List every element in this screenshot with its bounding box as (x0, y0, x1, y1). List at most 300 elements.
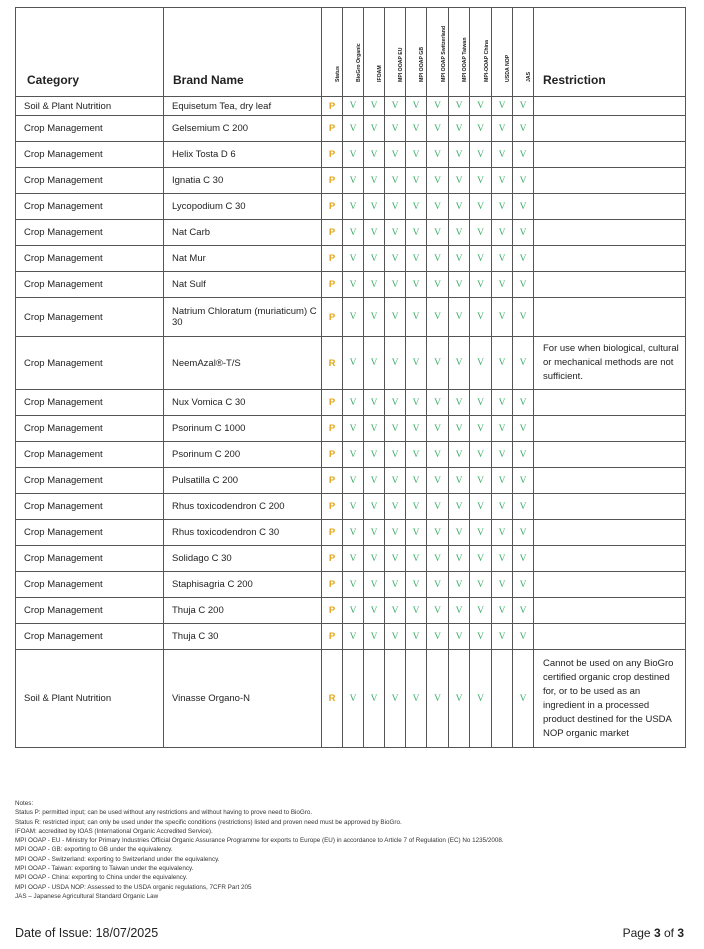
cert-mark-cell: V (427, 572, 449, 598)
table-row (16, 97, 686, 116)
cert-mark-cell: V (343, 442, 364, 468)
brand-cell: Nat Sulf (164, 272, 322, 298)
cert-mark-cell: V (492, 194, 513, 220)
cert-mark-cell: V (492, 494, 513, 520)
cert-mark-cell: V (385, 194, 406, 220)
cert-mark-cell: V (406, 97, 427, 116)
table-row (16, 168, 686, 194)
brand-cell: Gelsemium C 200 (164, 116, 322, 142)
page-of: of (660, 926, 678, 940)
cert-mark-cell: V (492, 624, 513, 650)
restriction-cell (534, 246, 686, 272)
brand-cell: Thuja C 200 (164, 598, 322, 624)
cert-mark-cell: V (406, 194, 427, 220)
cert-mark-cell: V (364, 246, 385, 272)
restriction-cell (534, 272, 686, 298)
cert-mark-cell: V (406, 494, 427, 520)
note-line: MPI OOAP - Switzerland: exporting to Switzerland under the equivalency. (15, 855, 220, 863)
cert-mark-cell: V (364, 337, 385, 390)
brand-cell: Ignatia C 30 (164, 168, 322, 194)
cert-mark-cell: V (385, 442, 406, 468)
status-cell: P (322, 624, 343, 650)
cert-mark-cell: V (385, 494, 406, 520)
category-cell: Crop Management (16, 194, 164, 220)
table-row (16, 298, 686, 337)
cert-mark-cell: V (427, 650, 449, 748)
cert-mark-cell: V (513, 572, 534, 598)
table-row (16, 220, 686, 246)
cert-mark-cell: V (449, 194, 470, 220)
cert-mark-cell: V (470, 390, 492, 416)
cert-mark-cell: V (406, 572, 427, 598)
cert-mark-cell: V (470, 546, 492, 572)
cert-mark-cell: V (406, 337, 427, 390)
table-row (16, 194, 686, 220)
restriction-cell (534, 116, 686, 142)
cert-mark-cell: V (406, 546, 427, 572)
cert-mark-cell: V (364, 494, 385, 520)
cert-mark-cell: V (470, 298, 492, 337)
category-cell: Crop Management (16, 298, 164, 337)
cert-mark-cell: V (513, 624, 534, 650)
cert-mark-cell: V (449, 272, 470, 298)
cert-mark-cell: V (492, 442, 513, 468)
brand-cell: Natrium Chloratum (muriaticum) C 30 (164, 298, 322, 337)
cert-mark-cell: V (449, 572, 470, 598)
header-cert: MPI OOAP Switzerland (427, 8, 449, 97)
table-row (16, 116, 686, 142)
category-cell: Crop Management (16, 390, 164, 416)
cert-mark-cell: V (364, 194, 385, 220)
table-row (16, 142, 686, 168)
restriction-cell (534, 520, 686, 546)
table-row (16, 650, 686, 748)
status-cell: P (322, 272, 343, 298)
cert-mark-cell (492, 650, 513, 748)
cert-mark-cell: V (449, 97, 470, 116)
cert-mark-cell: V (427, 337, 449, 390)
brand-cell: Staphisagria C 200 (164, 572, 322, 598)
brand-cell: Nat Carb (164, 220, 322, 246)
status-cell: R (322, 337, 343, 390)
category-cell: Crop Management (16, 624, 164, 650)
category-cell: Crop Management (16, 546, 164, 572)
cert-mark-cell: V (343, 220, 364, 246)
status-cell: P (322, 442, 343, 468)
brand-cell: NeemAzal®-T/S (164, 337, 322, 390)
cert-mark-cell: V (343, 97, 364, 116)
cert-mark-cell: V (513, 246, 534, 272)
cert-mark-cell: V (406, 598, 427, 624)
cert-mark-cell: V (449, 116, 470, 142)
category-cell: Crop Management (16, 116, 164, 142)
status-cell: P (322, 168, 343, 194)
cert-mark-cell: V (343, 416, 364, 442)
cert-mark-cell: V (427, 142, 449, 168)
restriction-cell (534, 468, 686, 494)
cert-mark-cell: V (427, 272, 449, 298)
category-cell: Crop Management (16, 520, 164, 546)
cert-mark-cell: V (406, 416, 427, 442)
cert-mark-cell: V (513, 546, 534, 572)
cert-mark-cell: V (406, 390, 427, 416)
cert-mark-cell: V (513, 337, 534, 390)
cert-mark-cell: V (492, 298, 513, 337)
cert-mark-cell: V (513, 220, 534, 246)
restriction-cell (534, 298, 686, 337)
cert-mark-cell: V (364, 116, 385, 142)
page-number (623, 926, 684, 940)
cert-mark-cell: V (449, 337, 470, 390)
cert-mark-cell: V (449, 246, 470, 272)
cert-mark-cell: V (513, 272, 534, 298)
brand-cell: Solidago C 30 (164, 546, 322, 572)
category-cell: Crop Management (16, 337, 164, 390)
note-line: Status R: restricted input; can only be used under the specific conditions (restrictions) listed and proven need must be approved by BioGro. (15, 818, 402, 826)
cert-mark-cell: V (364, 168, 385, 194)
status-cell: P (322, 598, 343, 624)
restriction-cell (534, 624, 686, 650)
table-row (16, 442, 686, 468)
cert-mark-cell: V (406, 442, 427, 468)
header-cert: JAS (513, 8, 534, 97)
cert-mark-cell: V (427, 624, 449, 650)
category-cell: Soil & Plant Nutrition (16, 650, 164, 748)
cert-mark-cell: V (513, 442, 534, 468)
cert-mark-cell: V (449, 298, 470, 337)
table-row (16, 546, 686, 572)
cert-mark-cell: V (470, 598, 492, 624)
cert-mark-cell: V (513, 116, 534, 142)
cert-mark-cell: V (343, 572, 364, 598)
cert-mark-cell: V (364, 468, 385, 494)
header-brand: Brand Name (164, 8, 322, 97)
cert-mark-cell: V (406, 298, 427, 337)
cert-mark-cell: V (492, 546, 513, 572)
brand-cell: Thuja C 30 (164, 624, 322, 650)
category-cell: Crop Management (16, 168, 164, 194)
cert-mark-cell: V (364, 97, 385, 116)
cert-mark-cell: V (385, 97, 406, 116)
cert-mark-cell: V (385, 390, 406, 416)
cert-mark-cell: V (343, 298, 364, 337)
cert-mark-cell: V (343, 598, 364, 624)
cert-mark-cell: V (492, 520, 513, 546)
cert-mark-cell: V (492, 168, 513, 194)
status-cell: P (322, 116, 343, 142)
cert-mark-cell: V (343, 337, 364, 390)
brand-cell: Psorinum C 1000 (164, 416, 322, 442)
category-cell: Crop Management (16, 468, 164, 494)
cert-mark-cell: V (427, 442, 449, 468)
status-cell: R (322, 650, 343, 748)
cert-mark-cell: V (385, 272, 406, 298)
cert-mark-cell: V (364, 272, 385, 298)
header-restriction: Restriction (534, 8, 686, 97)
restriction-cell (534, 142, 686, 168)
note-line: MPI OOAP - GB: exporting to GB under the equivalency. (15, 846, 173, 854)
category-cell: Crop Management (16, 494, 164, 520)
brand-cell: Rhus toxicodendron C 30 (164, 520, 322, 546)
table-row (16, 246, 686, 272)
cert-mark-cell: V (470, 650, 492, 748)
header-cert: MPI OOAP EU (385, 8, 406, 97)
cert-mark-cell: V (385, 520, 406, 546)
header-cert: BioGro Organic (343, 8, 364, 97)
cert-mark-cell: V (449, 650, 470, 748)
cert-mark-cell: V (492, 468, 513, 494)
cert-mark-cell: V (470, 246, 492, 272)
cert-mark-cell: V (343, 116, 364, 142)
header-cert: IFOAM (364, 8, 385, 97)
cert-mark-cell: V (492, 390, 513, 416)
note-line: MPI OOAP - EU - Ministry for Primary Industries Official Organic Assurance Programme for exports to Europe (EU) in accordance to Article 7 of Regulation (EC) No 1235/2008. (15, 837, 504, 845)
header-row (16, 8, 686, 97)
status-cell: P (322, 97, 343, 116)
cert-mark-cell: V (427, 116, 449, 142)
brand-cell: Lycopodium C 30 (164, 194, 322, 220)
cert-mark-cell: V (470, 416, 492, 442)
cert-mark-cell: V (427, 520, 449, 546)
cert-mark-cell: V (470, 494, 492, 520)
header-cert: USDA NOP (492, 8, 513, 97)
status-cell: P (322, 494, 343, 520)
table-row (16, 572, 686, 598)
status-cell: P (322, 142, 343, 168)
cert-mark-cell: V (427, 416, 449, 442)
notes (15, 799, 695, 901)
cert-mark-cell: V (513, 142, 534, 168)
table-row (16, 390, 686, 416)
cert-mark-cell: V (513, 494, 534, 520)
status-cell: P (322, 520, 343, 546)
cert-mark-cell: V (406, 272, 427, 298)
cert-mark-cell: V (427, 494, 449, 520)
cert-mark-cell: V (343, 650, 364, 748)
cert-mark-cell: V (427, 468, 449, 494)
restriction-cell (534, 390, 686, 416)
cert-mark-cell: V (364, 298, 385, 337)
cert-mark-cell: V (343, 546, 364, 572)
cert-mark-cell: V (343, 142, 364, 168)
cert-mark-cell: V (449, 168, 470, 194)
cert-mark-cell: V (427, 194, 449, 220)
cert-mark-cell: V (492, 272, 513, 298)
cert-mark-cell: V (449, 546, 470, 572)
category-cell: Crop Management (16, 142, 164, 168)
page-prefix: Page (622, 926, 654, 940)
note-line: IFOAM: accredited by IOAS (International Organic Accredited Service). (15, 827, 213, 835)
cert-mark-cell: V (406, 116, 427, 142)
cert-mark-cell: V (385, 337, 406, 390)
cert-mark-cell: V (449, 142, 470, 168)
cert-mark-cell: V (385, 416, 406, 442)
note-line: Notes: (15, 800, 34, 807)
cert-mark-cell: V (364, 390, 385, 416)
cert-mark-cell: V (385, 468, 406, 494)
header-cert: MPI OOAP GB (406, 8, 427, 97)
cert-mark-cell: V (492, 116, 513, 142)
cert-mark-cell: V (449, 220, 470, 246)
cert-mark-cell: V (513, 520, 534, 546)
cert-mark-cell: V (406, 142, 427, 168)
restriction-cell (534, 546, 686, 572)
note-line: MPI OOAP - USDA NOP: Assessed to the USDA organic regulations, 7CFR Part 205 (15, 883, 252, 891)
note-line: MPI OOAP - China: exporting to China under the equivalency. (15, 874, 188, 882)
cert-mark-cell: V (406, 624, 427, 650)
cert-mark-cell: V (343, 494, 364, 520)
cert-mark-cell: V (513, 390, 534, 416)
status-cell: P (322, 390, 343, 416)
cert-mark-cell: V (385, 220, 406, 246)
table-row (16, 272, 686, 298)
restriction-cell (534, 416, 686, 442)
cert-mark-cell: V (385, 142, 406, 168)
cert-mark-cell: V (427, 97, 449, 116)
cert-mark-cell: V (449, 390, 470, 416)
cert-mark-cell: V (343, 624, 364, 650)
cert-mark-cell: V (364, 416, 385, 442)
cert-mark-cell: V (427, 598, 449, 624)
cert-mark-cell: V (364, 650, 385, 748)
cert-mark-cell: V (492, 416, 513, 442)
cert-mark-cell: V (343, 520, 364, 546)
table-row (16, 494, 686, 520)
cert-mark-cell: V (343, 272, 364, 298)
note-line: JAS – Japanese Agricultural Standard Organic Law (15, 892, 159, 900)
table-row (16, 520, 686, 546)
restriction-cell: Cannot be used on any BioGro certified organic crop destined for, or to be used as an ingredient in a processed product destined for the USDA NOP organic market (534, 650, 686, 748)
restriction-cell: For use when biological, cultural or mechanical methods are not sufficient. (534, 337, 686, 390)
cert-mark-cell: V (470, 468, 492, 494)
cert-mark-cell: V (364, 520, 385, 546)
cert-mark-cell: V (513, 416, 534, 442)
cert-mark-cell: V (492, 337, 513, 390)
cert-mark-cell: V (385, 624, 406, 650)
cert-mark-cell: V (385, 298, 406, 337)
cert-mark-cell: V (406, 520, 427, 546)
cert-mark-cell: V (364, 624, 385, 650)
note-line: Status P: permitted input; can be used without any restrictions and without having to prove need to BioGro. (15, 809, 313, 817)
status-cell: P (322, 572, 343, 598)
brand-cell: Helix Tosta D 6 (164, 142, 322, 168)
status-cell: P (322, 246, 343, 272)
restriction-cell (534, 168, 686, 194)
cert-mark-cell: V (343, 246, 364, 272)
cert-mark-cell: V (427, 298, 449, 337)
cert-mark-cell: V (364, 546, 385, 572)
cert-mark-cell: V (470, 272, 492, 298)
restriction-cell (534, 194, 686, 220)
cert-mark-cell: V (470, 194, 492, 220)
cert-mark-cell: V (513, 468, 534, 494)
cert-mark-cell: V (385, 246, 406, 272)
header-cert: MPI OOAP Taiwan (449, 8, 470, 97)
cert-mark-cell: V (492, 97, 513, 116)
cert-mark-cell: V (343, 390, 364, 416)
category-cell: Soil & Plant Nutrition (16, 97, 164, 116)
brand-cell: Nat Mur (164, 246, 322, 272)
cert-mark-cell: V (364, 442, 385, 468)
restriction-cell (534, 442, 686, 468)
category-cell: Crop Management (16, 442, 164, 468)
cert-mark-cell: V (492, 142, 513, 168)
cert-mark-cell: V (470, 624, 492, 650)
cert-mark-cell: V (449, 624, 470, 650)
cert-mark-cell: V (385, 598, 406, 624)
cert-mark-cell: V (470, 97, 492, 116)
status-cell: P (322, 468, 343, 494)
cert-mark-cell: V (364, 142, 385, 168)
cert-mark-cell: V (470, 220, 492, 246)
brand-cell: Nux Vomica C 30 (164, 390, 322, 416)
cert-mark-cell: V (470, 142, 492, 168)
cert-mark-cell: V (449, 416, 470, 442)
input-list-table (15, 7, 686, 748)
cert-mark-cell: V (385, 650, 406, 748)
status-cell: P (322, 194, 343, 220)
cert-mark-cell: V (513, 650, 534, 748)
cert-mark-cell: V (427, 546, 449, 572)
brand-cell: Rhus toxicodendron C 200 (164, 494, 322, 520)
cert-mark-cell: V (364, 220, 385, 246)
restriction-cell (534, 494, 686, 520)
header-status: Status (322, 8, 343, 97)
cert-mark-cell: V (470, 168, 492, 194)
cert-mark-cell: V (492, 220, 513, 246)
restriction-cell (534, 220, 686, 246)
brand-cell: Vinasse Organo-N (164, 650, 322, 748)
cert-mark-cell: V (343, 468, 364, 494)
issue-date: Date of Issue: 18/07/2025 (15, 926, 159, 940)
header-cert: MPI-OOAP China (470, 8, 492, 97)
cert-mark-cell: V (364, 572, 385, 598)
brand-cell: Pulsatilla C 200 (164, 468, 322, 494)
page-total: 3 (677, 926, 684, 940)
restriction-cell (534, 97, 686, 116)
cert-mark-cell: V (385, 572, 406, 598)
cert-mark-cell: V (385, 168, 406, 194)
cert-mark-cell: V (492, 572, 513, 598)
table-body (16, 97, 686, 748)
cert-mark-cell: V (470, 520, 492, 546)
category-cell: Crop Management (16, 572, 164, 598)
cert-mark-cell: V (385, 546, 406, 572)
cert-mark-cell: V (449, 442, 470, 468)
header-category: Category (16, 8, 164, 97)
cert-mark-cell: V (513, 97, 534, 116)
cert-mark-cell: V (427, 168, 449, 194)
cert-mark-cell: V (427, 390, 449, 416)
cert-mark-cell: V (470, 337, 492, 390)
cert-mark-cell: V (406, 468, 427, 494)
cert-mark-cell: V (406, 246, 427, 272)
category-cell: Crop Management (16, 220, 164, 246)
cert-mark-cell: V (492, 598, 513, 624)
category-cell: Crop Management (16, 598, 164, 624)
cert-mark-cell: V (449, 598, 470, 624)
cert-mark-cell: V (513, 168, 534, 194)
cert-mark-cell: V (470, 442, 492, 468)
cert-mark-cell: V (385, 116, 406, 142)
category-cell: Crop Management (16, 416, 164, 442)
status-cell: P (322, 546, 343, 572)
cert-mark-cell: V (406, 650, 427, 748)
cert-mark-cell: V (492, 246, 513, 272)
brand-cell: Psorinum C 200 (164, 442, 322, 468)
cert-mark-cell: V (427, 220, 449, 246)
category-cell: Crop Management (16, 272, 164, 298)
